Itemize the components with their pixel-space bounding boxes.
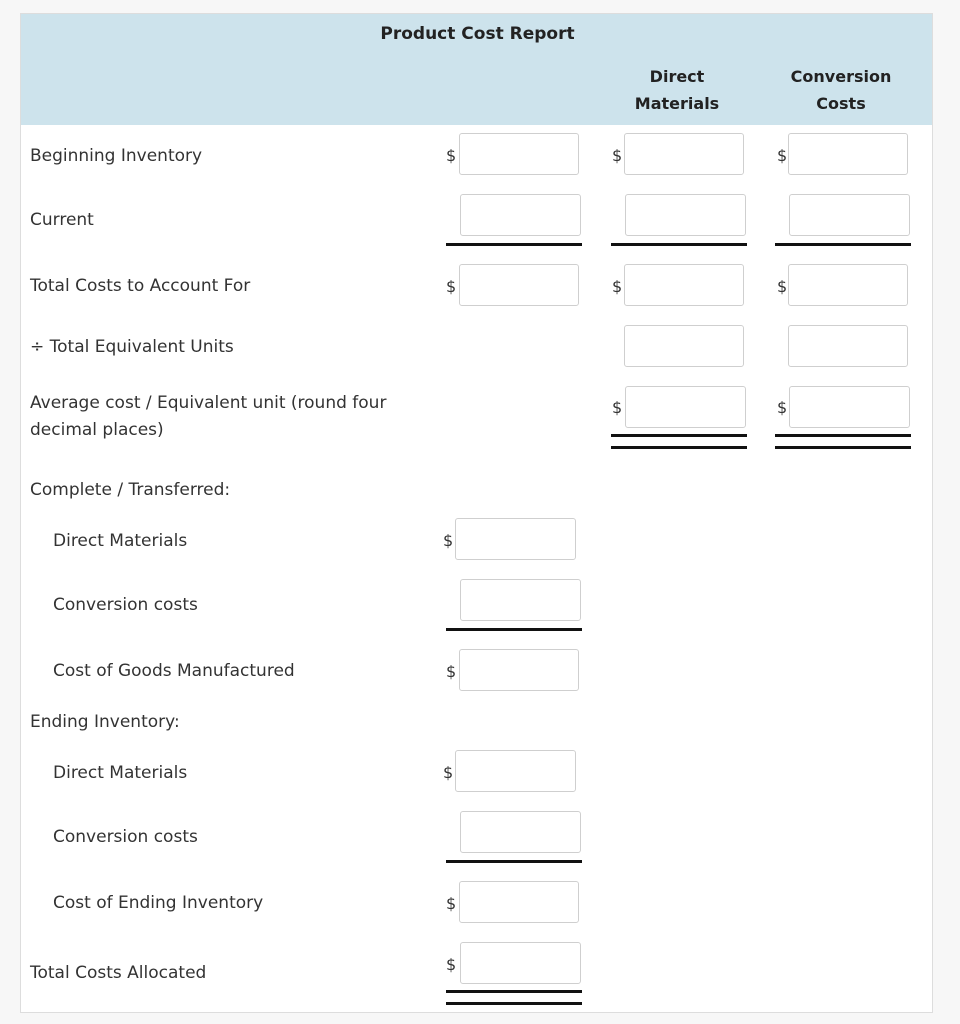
total-costs-to-account-for-total-input[interactable] bbox=[459, 264, 579, 306]
column-header-conversion-costs-line2: Costs bbox=[816, 94, 866, 113]
current-total-input[interactable] bbox=[460, 194, 581, 236]
subtotal-rule bbox=[446, 628, 582, 631]
row-label-ei-conversion-costs: Conversion costs bbox=[53, 827, 198, 847]
section-label-complete-transferred: Complete / Transferred: bbox=[30, 480, 231, 500]
total-costs-to-account-for-cc-input[interactable] bbox=[788, 264, 908, 306]
beginning-inventory-total-input[interactable] bbox=[459, 133, 579, 175]
current-cc-input[interactable] bbox=[789, 194, 910, 236]
column-header-direct-materials-line1: Direct bbox=[649, 67, 705, 86]
total-double-rule bbox=[611, 434, 747, 449]
currency-sign: $ bbox=[612, 146, 623, 165]
cost-of-ending-inventory-input[interactable] bbox=[459, 881, 579, 923]
currency-sign: $ bbox=[612, 277, 623, 296]
subtotal-rule bbox=[611, 243, 747, 246]
subtotal-rule bbox=[446, 243, 582, 246]
beginning-inventory-cc-input[interactable] bbox=[788, 133, 908, 175]
total-costs-to-account-for-dm-input[interactable] bbox=[624, 264, 744, 306]
average-cost-dm-input[interactable] bbox=[625, 386, 746, 428]
total-equivalent-units-dm-input[interactable] bbox=[624, 325, 744, 367]
row-label-ct-direct-materials: Direct Materials bbox=[53, 531, 188, 551]
currency-sign: $ bbox=[612, 398, 623, 417]
row-label-ct-conversion-costs: Conversion costs bbox=[53, 595, 198, 615]
ct-conversion-costs-input[interactable] bbox=[460, 579, 581, 621]
beginning-inventory-dm-input[interactable] bbox=[624, 133, 744, 175]
row-label-current: Current bbox=[30, 210, 94, 230]
subtotal-rule bbox=[775, 243, 911, 246]
currency-sign: $ bbox=[443, 531, 454, 550]
ct-direct-materials-input[interactable] bbox=[455, 518, 576, 560]
row-label-total-equivalent-units: ÷ Total Equivalent Units bbox=[30, 337, 234, 357]
total-double-rule bbox=[446, 990, 582, 1005]
currency-sign: $ bbox=[446, 277, 457, 296]
currency-sign: $ bbox=[446, 146, 457, 165]
column-header-conversion-costs bbox=[771, 63, 911, 117]
currency-sign: $ bbox=[777, 398, 788, 417]
row-label-average-cost: Average cost / Equivalent unit (round four decimal places) bbox=[30, 393, 387, 440]
subtotal-rule bbox=[446, 860, 582, 863]
cost-of-goods-manufactured-input[interactable] bbox=[459, 649, 579, 691]
row-label-beginning-inventory: Beginning Inventory bbox=[30, 146, 203, 166]
row-label-cost-of-goods-manufactured: Cost of Goods Manufactured bbox=[53, 661, 295, 681]
current-dm-input[interactable] bbox=[625, 194, 746, 236]
currency-sign: $ bbox=[446, 662, 457, 681]
row-label-cost-of-ending-inventory: Cost of Ending Inventory bbox=[53, 893, 264, 913]
ei-direct-materials-input[interactable] bbox=[455, 750, 576, 792]
currency-sign: $ bbox=[777, 277, 788, 296]
currency-sign: $ bbox=[446, 894, 457, 913]
total-equivalent-units-cc-input[interactable] bbox=[788, 325, 908, 367]
column-header-conversion-costs-line1: Conversion bbox=[790, 67, 892, 86]
report-title: Product Cost Report bbox=[380, 24, 575, 44]
ei-conversion-costs-input[interactable] bbox=[460, 811, 581, 853]
section-label-ending-inventory: Ending Inventory: bbox=[30, 712, 180, 732]
currency-sign: $ bbox=[777, 146, 788, 165]
column-header-direct-materials-line2: Materials bbox=[634, 94, 720, 113]
row-label-ei-direct-materials: Direct Materials bbox=[53, 763, 188, 783]
row-label-total-costs-to-account-for: Total Costs to Account For bbox=[30, 276, 251, 296]
row-label-total-costs-allocated: Total Costs Allocated bbox=[30, 963, 207, 983]
total-double-rule bbox=[775, 434, 911, 449]
currency-sign: $ bbox=[443, 763, 454, 782]
average-cost-cc-input[interactable] bbox=[789, 386, 910, 428]
column-header-direct-materials bbox=[607, 63, 747, 117]
total-costs-allocated-input[interactable] bbox=[460, 942, 581, 984]
currency-sign: $ bbox=[446, 955, 457, 974]
